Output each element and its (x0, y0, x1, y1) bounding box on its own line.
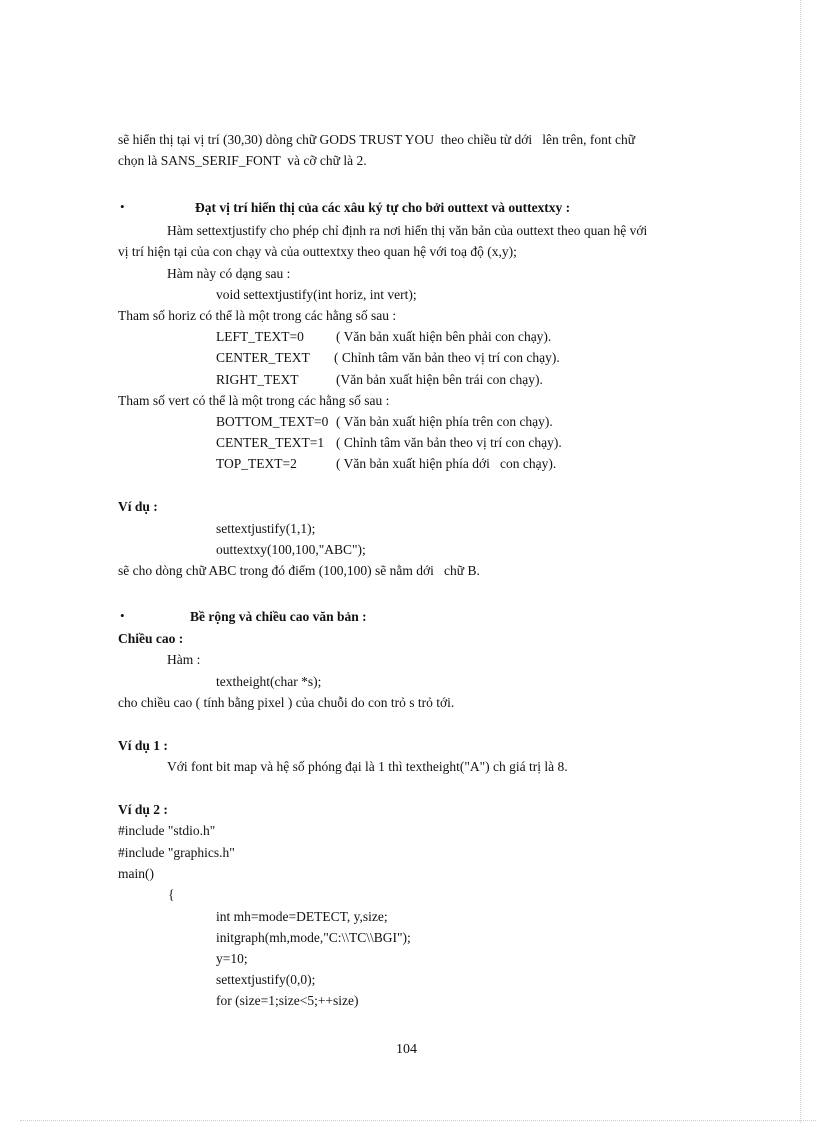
textheight-prototype: textheight(char *s); (216, 674, 322, 689)
horiz-desc: ( Chỉnh tâm văn bản theo vị trí con chạy). (334, 350, 560, 365)
code-line: #include "graphics.h" (118, 845, 235, 860)
code-line: settextjustify(0,0); (216, 972, 316, 987)
intro-line-2: chọn là SANS_SERIF_FONT và cỡ chữ là 2. (118, 153, 367, 168)
vert-desc: ( Văn bản xuất hiện phía trên con chạy). (336, 414, 553, 429)
example1-label: Ví dụ 1 : (118, 738, 168, 753)
horiz-const: CENTER_TEXT (216, 350, 310, 365)
vert-desc: ( Văn bản xuất hiện phía dới con chạy). (336, 456, 557, 471)
code-line: int mh=mode=DETECT, y,size; (216, 909, 388, 924)
code-line: { (168, 887, 175, 902)
section-heading-size: Bề rộng và chiều cao văn bản : (190, 609, 367, 624)
example-label: Ví dụ : (118, 499, 158, 514)
horiz-desc: (Văn bản xuất hiện bên trái con chạy). (336, 372, 543, 387)
example-result: sẽ cho dòng chữ ABC trong đó điểm (100,100) sẽ nằm dới chữ B. (118, 563, 480, 578)
vert-const: TOP_TEXT=2 (216, 456, 297, 471)
section-heading-justify: Đạt vị trí hiển thị của các xâu ký tự cho bởi outtext và outtextxy : (195, 200, 571, 215)
example-code-line: settextjustify(1,1); (216, 521, 316, 536)
code-line: y=10; (216, 951, 248, 966)
bullet-1: • (120, 199, 125, 214)
intro-line-1: sẽ hiển thị tại vị trí (30,30) dòng chữ GODS TRUST YOU theo chiều từ dới lên trên, font chữ (118, 132, 636, 147)
vert-intro: Tham số vert có thể là một trong các hằng số sau : (118, 393, 390, 408)
vert-desc: ( Chỉnh tâm văn bản theo vị trí con chạy). (336, 435, 562, 450)
horiz-intro: Tham số horiz có thể là một trong các hằng số sau : (118, 308, 397, 323)
horiz-desc: ( Văn bản xuất hiện bên phải con chạy). (336, 329, 552, 344)
bottom-margin-rule (20, 1120, 816, 1121)
paragraph-line-2: vị trí hiện tại của con chạy và của outtextxy theo quan hệ với toạ độ (x,y); (118, 244, 517, 259)
function-prototype: void settextjustify(int horiz, int vert); (216, 287, 417, 302)
code-line: #include "stdio.h" (118, 823, 216, 838)
code-line: initgraph(mh,mode,"C:\\TC\\BGI"); (216, 930, 411, 945)
example2-label: Ví dụ 2 : (118, 802, 168, 817)
subheading-height: Chiều cao : (118, 631, 184, 646)
vert-const: CENTER_TEXT=1 (216, 435, 325, 450)
code-line: for (size=1;size<5;++size) (216, 993, 359, 1008)
horiz-const: RIGHT_TEXT (216, 372, 299, 387)
function-label: Hàm : (167, 652, 201, 667)
horiz-const: LEFT_TEXT=0 (216, 329, 304, 344)
paragraph-line-1: Hàm settextjustify cho phép chỉ định ra nơi hiển thị văn bản của outtext theo quan hệ với (167, 223, 648, 238)
paragraph-line-3: Hàm này có dạng sau : (167, 266, 291, 281)
textheight-description: cho chiều cao ( tính bằng pixel ) của chuỗi do con trỏ s trỏ tới. (118, 695, 455, 710)
right-margin-rule (800, 0, 801, 1123)
example-code-line: outtextxy(100,100,"ABC"); (216, 542, 366, 557)
page-number: 104 (396, 1042, 417, 1057)
vert-const: BOTTOM_TEXT=0 (216, 414, 329, 429)
code-line: main() (118, 866, 154, 881)
example1-text: Với font bit map và hệ số phóng đại là 1 thì textheight("A") ch giá trị là 8. (167, 759, 568, 774)
bullet-2: • (120, 608, 125, 623)
